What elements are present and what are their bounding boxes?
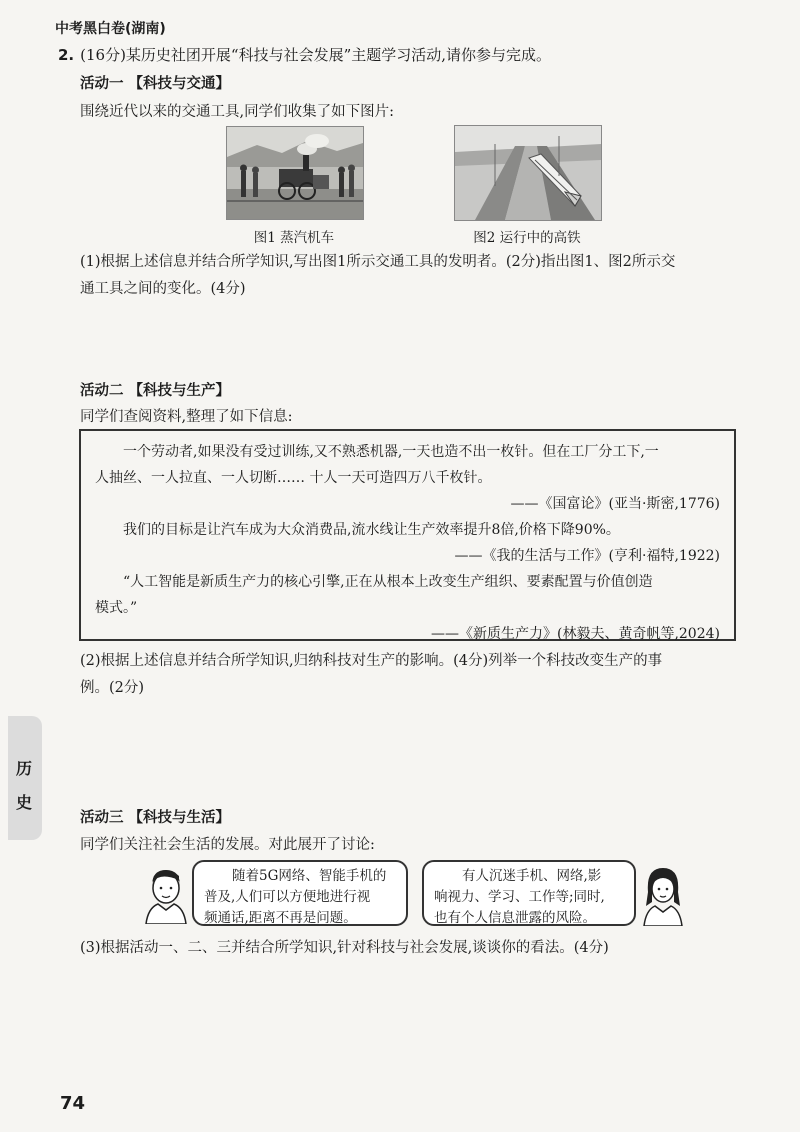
bubble-left-line2: 普及,人们可以方便地进行视 (204, 889, 371, 905)
quote2-source: ——《我的生活与工作》(亨利·福特,1922) (454, 548, 720, 564)
side-tab-char-2: 史 (16, 793, 33, 812)
speech-bubble-right (422, 860, 636, 926)
question-number: 2. (58, 46, 75, 64)
steam-locomotive-illustration (227, 127, 363, 219)
activity3-title: 活动三 【科技与生活】 (80, 810, 231, 826)
bubble-right-line1: 有人沉迷手机、网络,影 (462, 868, 602, 884)
figure2-caption: 图2 运行中的高铁 (473, 230, 581, 246)
figure2-high-speed-rail-image (454, 125, 602, 221)
page-number: 74 (60, 1093, 86, 1114)
figure1-caption: 图1 蒸汽机车 (253, 230, 335, 246)
quote1-line1: 一个劳动者,如果没有受过训练,又不熟悉机器,一天也造不出一枚针。但在工厂分工下,一 (123, 444, 659, 460)
materials-box (79, 429, 736, 641)
question1-line2: 通工具之间的变化。(4分) (80, 281, 246, 297)
boy-illustration (140, 864, 190, 924)
bubble-right-line3: 也有个人信息泄露的风险。 (434, 910, 596, 926)
question1 (80, 249, 780, 303)
activity1-title: 活动一 【科技与交通】 (80, 76, 231, 92)
question-stem (58, 44, 778, 65)
question-text: (16分)某历史社团开展“科技与社会发展”主题学习活动,请你参与完成。 (80, 46, 552, 64)
quote2: 我们的目标是让汽车成为大众消费品,流水线让生产效率提升8倍,价格下降90%。 (123, 522, 620, 538)
speech-bubble-left (192, 860, 408, 926)
high-speed-train-illustration (455, 126, 601, 220)
question2-line1: (2)根据上述信息并结合所学知识,归纳科技对生产的影响。(4分)列举一个科技改变生产的事 (80, 653, 663, 669)
question2 (80, 648, 780, 702)
side-tab-char-1: 历 (16, 759, 33, 778)
quote3-line2: 模式。” (95, 600, 138, 616)
activity2-title: 活动二 【科技与生产】 (80, 383, 231, 399)
bubble-left-line1: 随着5G网络、智能手机的 (232, 868, 387, 884)
quote1-line2: 人抽丝、一人拉直、一人切断…… 十人一天可造四万八千枚针。 (95, 470, 492, 486)
girl-avatar (638, 862, 688, 926)
activity3-intro: 同学们关注社会生活的发展。对此展开了讨论: (80, 837, 375, 853)
bubble-right-line2: 响视力、学习、工作等;同时, (434, 889, 605, 905)
question2-line2: 例。(2分) (80, 680, 145, 696)
boy-avatar (140, 864, 190, 924)
bubble-left-line3: 频通话,距离不再是问题。 (204, 910, 357, 926)
figure1-steam-locomotive-image (226, 126, 364, 220)
subject-side-tab (8, 716, 42, 840)
question3: (3)根据活动一、二、三并结合所学知识,针对科技与社会发展,谈谈你的看法。(4分) (80, 940, 609, 956)
activity2-intro: 同学们查阅资料,整理了如下信息: (80, 409, 293, 425)
girl-illustration (638, 862, 688, 926)
activity1-intro: 围绕近代以来的交通工具,同学们收集了如下图片: (80, 104, 394, 120)
quote3-source: ——《新质生产力》(林毅夫、黄奇帆等,2024) (430, 626, 720, 642)
page-header: 中考黑白卷(湖南) (55, 21, 166, 37)
quote1-source: ——《国富论》(亚当·斯密,1776) (510, 496, 720, 512)
quote3-line1: “人工智能是新质生产力的核心引擎,正在从根本上改变生产组织、要素配置与价值创造 (123, 574, 653, 590)
question1-line1: (1)根据上述信息并结合所学知识,写出图1所示交通工具的发明者。(2分)指出图1、图2所示交 (80, 254, 676, 270)
